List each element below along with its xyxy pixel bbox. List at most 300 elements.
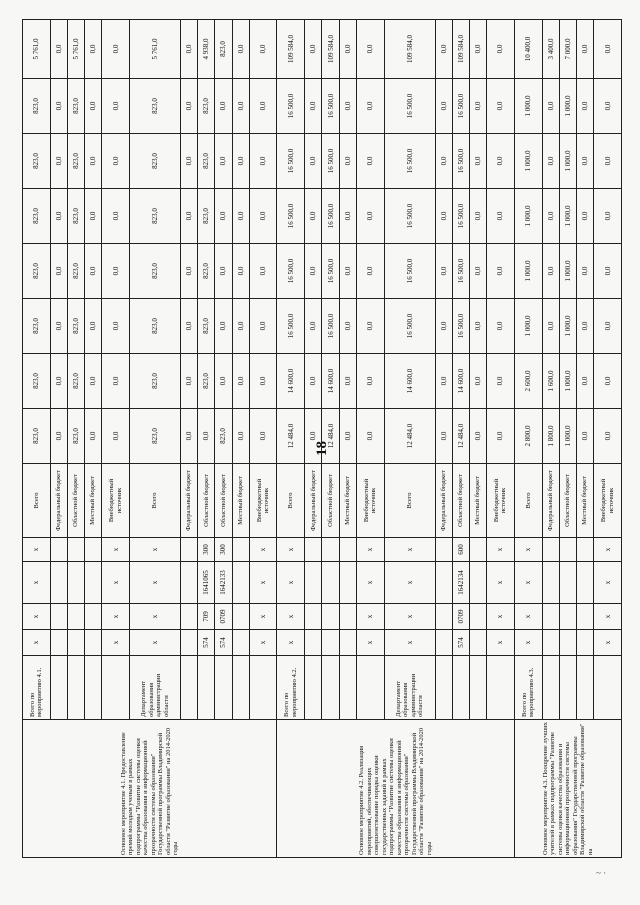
amount-cell: 0,0 — [85, 299, 102, 354]
amount-cell: 1 000,0 — [559, 79, 576, 134]
amount-cell: 16 500,0 — [452, 189, 469, 244]
code-cell — [232, 630, 249, 656]
amount-cell: 823,0 — [67, 244, 84, 299]
amount-cell: 0,0 — [305, 244, 322, 299]
amount-cell: 0,0 — [576, 299, 593, 354]
responsible-cell — [469, 656, 486, 720]
responsible-cell: Всего по мероприятию 4.1. — [23, 656, 51, 720]
code-cell — [339, 630, 356, 656]
amount-cell: 1 000,0 — [559, 134, 576, 189]
amount-cell: 0,0 — [469, 134, 486, 189]
code-cell: x — [487, 562, 515, 604]
amount-cell: 0,0 — [305, 134, 322, 189]
code-cell — [339, 538, 356, 562]
amount-cell: 0,0 — [576, 244, 593, 299]
code-cell — [50, 562, 67, 604]
funding-source-cell: Федеральный бюджет — [305, 464, 322, 538]
code-cell — [559, 604, 576, 630]
code-cell — [322, 604, 339, 630]
amount-cell: 0,0 — [249, 354, 277, 409]
amount-cell: 0,0 — [594, 354, 622, 409]
amount-cell: 0,0 — [594, 79, 622, 134]
amount-cell: 16 500,0 — [452, 244, 469, 299]
funding-source-cell: Федеральный бюджет — [435, 464, 452, 538]
amount-cell: 0,0 — [576, 354, 593, 409]
amount-cell: 0,0 — [435, 299, 452, 354]
amount-cell: 0,0 — [339, 409, 356, 464]
amount-cell: 0,0 — [85, 409, 102, 464]
amount-cell: 0,0 — [594, 244, 622, 299]
amount-cell: 0,0 — [85, 354, 102, 409]
amount-cell: 1 000,0 — [514, 79, 542, 134]
amount-cell: 0,0 — [249, 79, 277, 134]
code-cell — [576, 604, 593, 630]
amount-cell: 0,0 — [576, 79, 593, 134]
amount-cell: 0,0 — [339, 299, 356, 354]
funding-source-cell: Областной бюджет — [559, 464, 576, 538]
responsible-cell: Всего по мероприятию 4.3. — [514, 656, 542, 720]
code-cell: x — [384, 562, 435, 604]
amount-cell: 0,0 — [305, 354, 322, 409]
code-cell: x — [594, 604, 622, 630]
code-cell: x — [356, 538, 384, 562]
amount-cell: 0,0 — [356, 79, 384, 134]
code-cell: 1641065 — [198, 562, 215, 604]
code-cell: x — [249, 538, 277, 562]
amount-cell: 823,0 — [67, 79, 84, 134]
amount-cell: 823,0 — [130, 244, 181, 299]
code-cell — [67, 562, 84, 604]
funding-source-cell: Внебюджетный источник — [356, 464, 384, 538]
code-cell: 1642133 — [215, 562, 232, 604]
amount-cell: 0,0 — [356, 409, 384, 464]
amount-cell: 3 400,0 — [542, 20, 559, 79]
funding-source-cell: Всего — [23, 464, 51, 538]
amount-cell: 0,0 — [339, 79, 356, 134]
amount-cell: 0,0 — [249, 409, 277, 464]
code-cell: x — [384, 538, 435, 562]
amount-cell: 0,0 — [249, 299, 277, 354]
code-cell — [50, 630, 67, 656]
code-cell — [576, 538, 593, 562]
code-cell — [85, 630, 102, 656]
code-cell — [469, 538, 486, 562]
funding-source-cell: Федеральный бюджет — [181, 464, 198, 538]
funding-source-cell: Областной бюджет — [67, 464, 84, 538]
code-cell — [85, 538, 102, 562]
amount-cell: 0,0 — [85, 134, 102, 189]
amount-cell: 16 500,0 — [322, 189, 339, 244]
code-cell: x — [102, 630, 130, 656]
amount-cell: 16 500,0 — [452, 79, 469, 134]
amount-cell: 0,0 — [50, 299, 67, 354]
amount-cell: 0,0 — [487, 189, 515, 244]
amount-cell: 0,0 — [469, 409, 486, 464]
amount-cell: 0,0 — [305, 20, 322, 79]
amount-cell: 0,0 — [435, 189, 452, 244]
code-cell — [435, 562, 452, 604]
amount-cell: 0,0 — [181, 20, 198, 79]
code-cell: 600 — [452, 538, 469, 562]
code-cell — [542, 562, 559, 604]
code-cell: x — [514, 562, 542, 604]
code-cell — [305, 538, 322, 562]
amount-cell: 1 000,0 — [514, 189, 542, 244]
table-row — [23, 20, 51, 858]
amount-cell: 0,0 — [356, 244, 384, 299]
amount-cell: 823,0 — [23, 299, 51, 354]
amount-cell: 0,0 — [232, 79, 249, 134]
code-cell — [322, 538, 339, 562]
amount-cell: 0,0 — [339, 20, 356, 79]
amount-cell: 16 500,0 — [322, 79, 339, 134]
amount-cell: 0,0 — [305, 299, 322, 354]
code-cell — [67, 604, 84, 630]
responsible-cell: Всего по мероприятию 4.2. — [277, 656, 305, 720]
amount-cell: 1 800,0 — [542, 409, 559, 464]
code-cell — [339, 604, 356, 630]
code-cell: x — [277, 604, 305, 630]
amount-cell: 16 500,0 — [277, 299, 305, 354]
amount-cell: 0,0 — [232, 244, 249, 299]
amount-cell: 0,0 — [339, 244, 356, 299]
amount-cell: 2 800,0 — [514, 409, 542, 464]
amount-cell: 0,0 — [50, 409, 67, 464]
code-cell — [50, 538, 67, 562]
amount-cell: 0,0 — [181, 299, 198, 354]
amount-cell: 0,0 — [487, 20, 515, 79]
amount-cell: 0,0 — [576, 20, 593, 79]
amount-cell: 0,0 — [594, 20, 622, 79]
code-cell: x — [130, 538, 181, 562]
amount-cell: 0,0 — [576, 409, 593, 464]
amount-cell: 1 000,0 — [514, 299, 542, 354]
amount-cell: 0,0 — [542, 189, 559, 244]
code-cell — [469, 562, 486, 604]
amount-cell: 1 000,0 — [559, 354, 576, 409]
responsible-cell — [85, 656, 102, 720]
footer-mark: ~ · — [596, 868, 607, 878]
code-cell: x — [487, 538, 515, 562]
code-cell: x — [102, 562, 130, 604]
code-cell — [435, 604, 452, 630]
amount-cell: 0,0 — [487, 354, 515, 409]
code-cell: x — [102, 538, 130, 562]
code-cell — [305, 604, 322, 630]
code-cell — [469, 630, 486, 656]
table-row — [514, 20, 542, 858]
amount-cell: 4 938,0 — [198, 20, 215, 79]
amount-cell: 14 600,0 — [384, 354, 435, 409]
code-cell: x — [130, 562, 181, 604]
amount-cell: 0,0 — [102, 409, 130, 464]
amount-cell: 0,0 — [232, 20, 249, 79]
amount-cell: 0,0 — [435, 409, 452, 464]
code-cell — [542, 630, 559, 656]
amount-cell: 823,0 — [23, 354, 51, 409]
amount-cell: 0,0 — [85, 189, 102, 244]
code-cell: 574 — [198, 630, 215, 656]
amount-cell: 823,0 — [198, 189, 215, 244]
amount-cell: 0,0 — [215, 189, 232, 244]
amount-cell: 0,0 — [305, 79, 322, 134]
amount-cell: 0,0 — [339, 134, 356, 189]
amount-cell: 0,0 — [487, 79, 515, 134]
responsible-cell — [50, 656, 67, 720]
code-cell — [435, 630, 452, 656]
amount-cell: 0,0 — [102, 20, 130, 79]
funding-source-cell: Местный бюджет — [232, 464, 249, 538]
amount-cell: 0,0 — [102, 299, 130, 354]
amount-cell: 0,0 — [435, 20, 452, 79]
responsible-cell — [102, 656, 130, 720]
amount-cell: 0,0 — [232, 354, 249, 409]
funding-source-cell: Местный бюджет — [85, 464, 102, 538]
responsible-cell — [435, 656, 452, 720]
amount-cell: 823,0 — [23, 79, 51, 134]
amount-cell: 1 000,0 — [559, 244, 576, 299]
code-cell: x — [487, 604, 515, 630]
code-cell — [85, 562, 102, 604]
amount-cell: 823,0 — [67, 189, 84, 244]
amount-cell: 109 584,0 — [277, 20, 305, 79]
amount-cell: 0,0 — [102, 134, 130, 189]
responsible-cell — [594, 656, 622, 720]
amount-cell: 16 500,0 — [322, 134, 339, 189]
code-cell — [305, 630, 322, 656]
funding-source-cell: Внебюджетный источник — [487, 464, 515, 538]
funding-source-cell: Областной бюджет — [322, 464, 339, 538]
table-rotator — [22, 20, 622, 858]
amount-cell: 823,0 — [215, 20, 232, 79]
funding-source-cell: Местный бюджет — [576, 464, 593, 538]
responsible-cell — [542, 656, 559, 720]
amount-cell: 0,0 — [594, 299, 622, 354]
code-cell: x — [23, 604, 51, 630]
code-cell: 709 — [198, 604, 215, 630]
amount-cell: 0,0 — [594, 409, 622, 464]
amount-cell: 0,0 — [50, 189, 67, 244]
amount-cell: 0,0 — [469, 354, 486, 409]
code-cell: 574 — [452, 630, 469, 656]
amount-cell: 823,0 — [67, 134, 84, 189]
amount-cell: 823,0 — [67, 409, 84, 464]
amount-cell: 823,0 — [130, 409, 181, 464]
table-row — [277, 20, 305, 858]
amount-cell: 0,0 — [435, 79, 452, 134]
code-cell — [559, 630, 576, 656]
responsible-cell — [249, 656, 277, 720]
amount-cell: 2 600,0 — [514, 354, 542, 409]
amount-cell: 109 584,0 — [384, 20, 435, 79]
amount-cell: 0,0 — [356, 299, 384, 354]
amount-cell: 823,0 — [23, 244, 51, 299]
code-cell: x — [356, 604, 384, 630]
code-cell: 1642134 — [452, 562, 469, 604]
amount-cell: 16 500,0 — [384, 244, 435, 299]
amount-cell: 0,0 — [198, 409, 215, 464]
amount-cell: 0,0 — [215, 354, 232, 409]
amount-cell: 16 500,0 — [277, 189, 305, 244]
amount-cell: 0,0 — [50, 354, 67, 409]
code-cell: 574 — [215, 630, 232, 656]
amount-cell: 1 000,0 — [559, 299, 576, 354]
amount-cell: 0,0 — [576, 189, 593, 244]
amount-cell: 5 761,0 — [130, 20, 181, 79]
amount-cell: 0,0 — [487, 244, 515, 299]
amount-cell: 0,0 — [594, 134, 622, 189]
code-cell — [542, 604, 559, 630]
amount-cell: 0,0 — [215, 299, 232, 354]
amount-cell: 823,0 — [23, 134, 51, 189]
amount-cell: 0,0 — [249, 189, 277, 244]
code-cell: x — [594, 562, 622, 604]
amount-cell: 1 000,0 — [559, 189, 576, 244]
amount-cell: 0,0 — [487, 299, 515, 354]
amount-cell: 0,0 — [181, 189, 198, 244]
amount-cell: 109 584,0 — [452, 20, 469, 79]
amount-cell: 0,0 — [50, 79, 67, 134]
amount-cell: 0,0 — [181, 354, 198, 409]
code-cell — [181, 538, 198, 562]
amount-cell: 16 500,0 — [384, 189, 435, 244]
code-cell — [559, 562, 576, 604]
amount-cell: 0,0 — [181, 244, 198, 299]
responsible-cell — [576, 656, 593, 720]
funding-source-cell: Местный бюджет — [469, 464, 486, 538]
amount-cell: 0,0 — [215, 244, 232, 299]
amount-cell: 0,0 — [249, 134, 277, 189]
code-cell: x — [514, 538, 542, 562]
code-cell — [85, 604, 102, 630]
amount-cell: 16 500,0 — [452, 134, 469, 189]
code-cell: x — [356, 562, 384, 604]
amount-cell: 0,0 — [542, 244, 559, 299]
code-cell: x — [277, 562, 305, 604]
amount-cell: 16 500,0 — [277, 134, 305, 189]
amount-cell: 16 500,0 — [322, 244, 339, 299]
funding-source-cell: Всего — [384, 464, 435, 538]
responsible-cell — [232, 656, 249, 720]
page-number: 18 — [314, 441, 330, 456]
amount-cell: 0,0 — [469, 244, 486, 299]
code-cell: x — [130, 630, 181, 656]
code-cell: x — [487, 630, 515, 656]
responsible-cell — [559, 656, 576, 720]
code-cell — [67, 630, 84, 656]
amount-cell: 0,0 — [305, 409, 322, 464]
code-cell — [305, 562, 322, 604]
amount-cell: 16 500,0 — [277, 244, 305, 299]
amount-cell: 823,0 — [130, 299, 181, 354]
code-cell: x — [277, 538, 305, 562]
funding-source-cell: Областной бюджет — [215, 464, 232, 538]
code-cell: x — [594, 538, 622, 562]
code-cell: x — [277, 630, 305, 656]
code-cell — [181, 562, 198, 604]
amount-cell: 16 500,0 — [384, 299, 435, 354]
amount-cell: 1 000,0 — [559, 409, 576, 464]
code-cell: x — [514, 604, 542, 630]
code-cell — [50, 604, 67, 630]
activity-description: Основное мероприятие 4.3. Поощрение лучших учителей в рамках подпрограммы "Развитие системы оценки качества образования и информационной прозрачности системы образования" Государственной программы Владимирской области "Развитие образования" на — [514, 720, 621, 858]
amount-cell: 0,0 — [181, 79, 198, 134]
funding-source-cell: Внебюджетный источник — [594, 464, 622, 538]
amount-cell: 0,0 — [469, 189, 486, 244]
amount-cell: 0,0 — [356, 20, 384, 79]
amount-cell: 823,0 — [23, 189, 51, 244]
code-cell: x — [384, 604, 435, 630]
code-cell — [542, 538, 559, 562]
amount-cell: 12 484,0 — [322, 409, 339, 464]
amount-cell: 823,0 — [215, 409, 232, 464]
funding-source-cell: Областной бюджет — [198, 464, 215, 538]
funding-source-cell: Федеральный бюджет — [50, 464, 67, 538]
responsible-cell: Департамент образования администрации области — [384, 656, 435, 720]
code-cell — [232, 538, 249, 562]
amount-cell: 12 484,0 — [277, 409, 305, 464]
code-cell: 300 — [215, 538, 232, 562]
funding-source-cell: Всего — [130, 464, 181, 538]
amount-cell: 1 000,0 — [514, 134, 542, 189]
amount-cell: 0,0 — [102, 79, 130, 134]
amount-cell: 0,0 — [356, 134, 384, 189]
amount-cell: 0,0 — [469, 20, 486, 79]
amount-cell: 0,0 — [215, 134, 232, 189]
amount-cell: 0,0 — [215, 79, 232, 134]
amount-cell: 0,0 — [487, 409, 515, 464]
code-cell: x — [23, 538, 51, 562]
budget-table — [22, 19, 622, 858]
funding-source-cell: Внебюджетный источник — [102, 464, 130, 538]
amount-cell: 5 761,0 — [67, 20, 84, 79]
amount-cell: 0,0 — [469, 79, 486, 134]
amount-cell: 0,0 — [339, 354, 356, 409]
code-cell — [181, 604, 198, 630]
responsible-cell — [305, 656, 322, 720]
amount-cell: 109 584,0 — [322, 20, 339, 79]
amount-cell: 823,0 — [198, 244, 215, 299]
code-cell — [322, 562, 339, 604]
amount-cell: 0,0 — [85, 244, 102, 299]
amount-cell: 0,0 — [249, 244, 277, 299]
amount-cell: 14 600,0 — [322, 354, 339, 409]
code-cell: x — [356, 630, 384, 656]
code-cell: x — [130, 604, 181, 630]
amount-cell: 16 500,0 — [384, 79, 435, 134]
responsible-cell — [322, 656, 339, 720]
amount-cell: 823,0 — [67, 354, 84, 409]
amount-cell: 823,0 — [198, 354, 215, 409]
amount-cell: 0,0 — [50, 20, 67, 79]
code-cell: 300 — [198, 538, 215, 562]
amount-cell: 5 761,0 — [23, 20, 51, 79]
code-cell: x — [249, 630, 277, 656]
amount-cell: 0,0 — [356, 354, 384, 409]
amount-cell: 823,0 — [198, 134, 215, 189]
responsible-cell — [487, 656, 515, 720]
funding-source-cell: Всего — [514, 464, 542, 538]
code-cell: x — [102, 604, 130, 630]
amount-cell: 0,0 — [232, 299, 249, 354]
amount-cell: 0,0 — [542, 134, 559, 189]
amount-cell: 0,0 — [542, 299, 559, 354]
amount-cell: 823,0 — [130, 134, 181, 189]
amount-cell: 16 500,0 — [452, 299, 469, 354]
amount-cell: 823,0 — [130, 79, 181, 134]
amount-cell: 0,0 — [102, 354, 130, 409]
amount-cell: 0,0 — [356, 189, 384, 244]
